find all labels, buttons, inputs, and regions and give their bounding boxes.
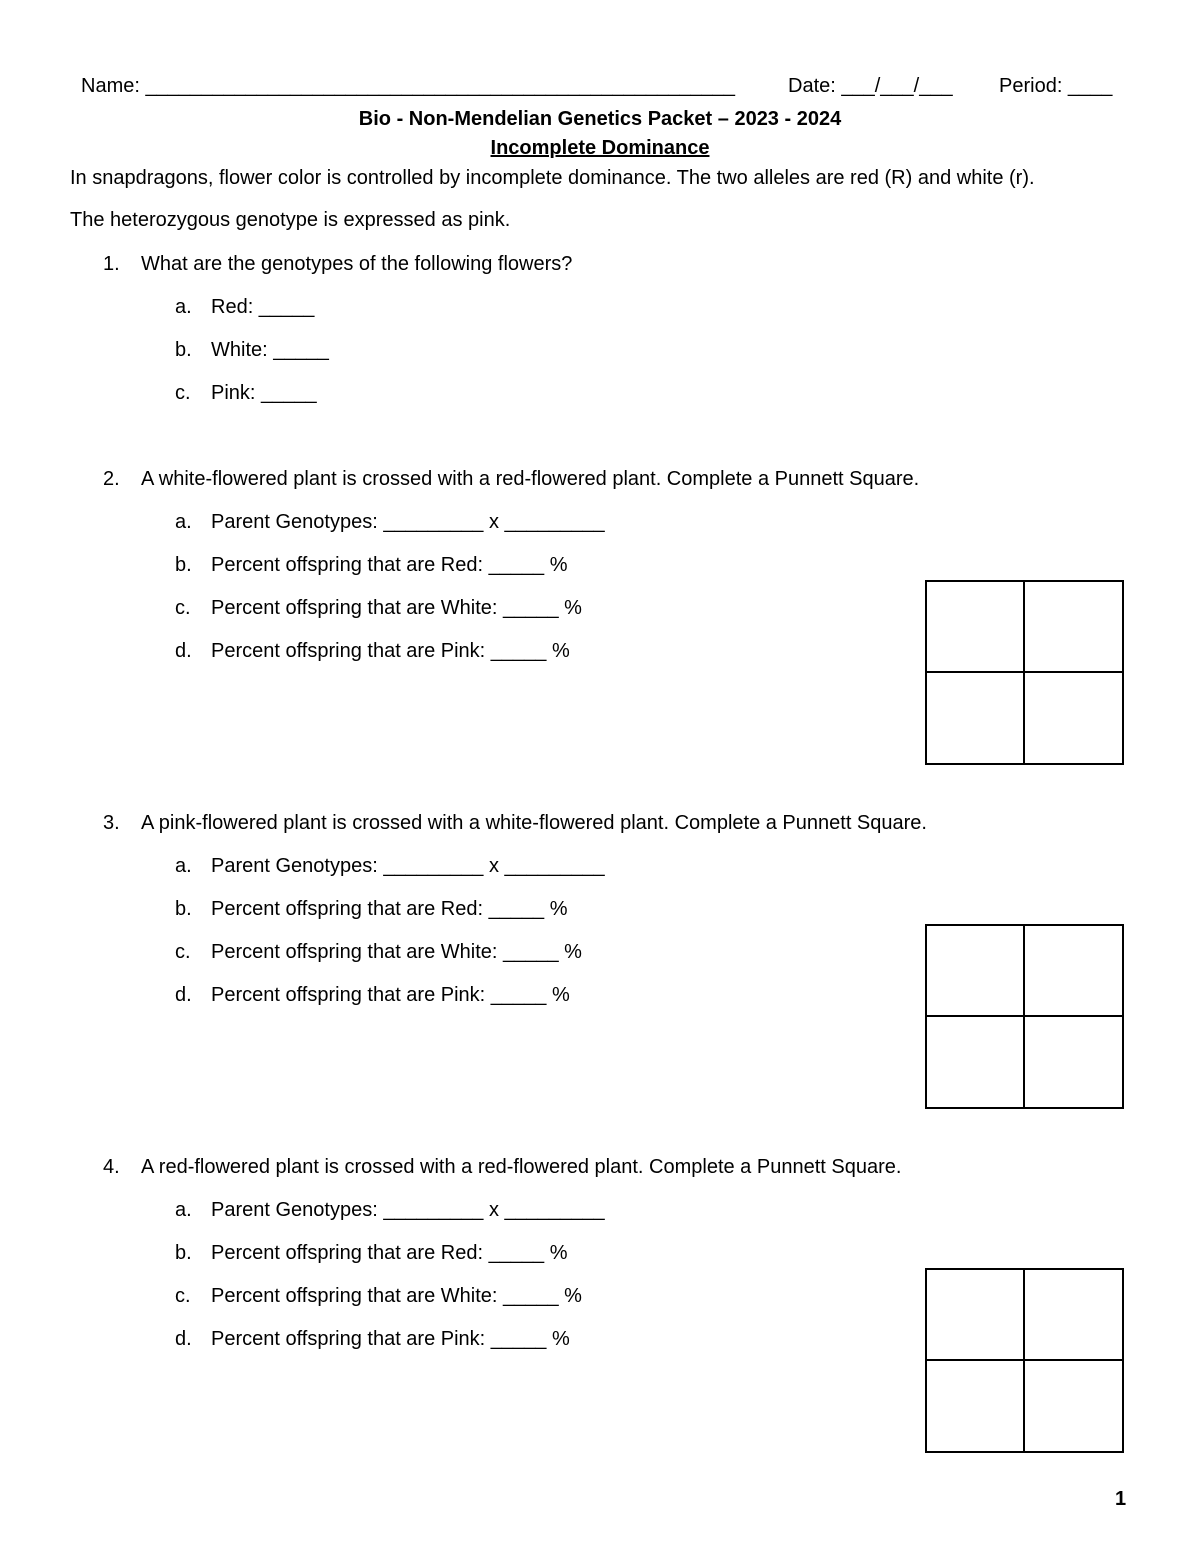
date-field[interactable]: Date: ___/___/___	[788, 75, 953, 97]
q4-item-a-letter: a.	[175, 1199, 192, 1221]
punnett-cell[interactable]	[927, 1361, 1025, 1452]
q1-item-a-letter: a.	[175, 296, 192, 318]
q4-item-a[interactable]: Parent Genotypes: _________ x _________	[211, 1199, 605, 1221]
question-4-number: 4.	[103, 1156, 120, 1178]
page-number: 1	[1115, 1488, 1127, 1510]
q3-item-b-letter: b.	[175, 898, 192, 920]
q1-item-b-letter: b.	[175, 339, 192, 361]
q4-item-d-letter: d.	[175, 1328, 192, 1350]
q3-item-d[interactable]: Percent offspring that are Pink: _____ %	[211, 984, 570, 1006]
q3-item-a[interactable]: Parent Genotypes: _________ x _________	[211, 855, 605, 877]
q2-item-d[interactable]: Percent offspring that are Pink: _____ %	[211, 640, 570, 662]
question-3-number: 3.	[103, 812, 120, 834]
punnett-cell[interactable]	[927, 1270, 1025, 1361]
punnett-square-q2[interactable]	[925, 580, 1124, 765]
question-2-number: 2.	[103, 468, 120, 490]
q1-item-c[interactable]: Pink: _____	[211, 382, 317, 404]
punnett-cell[interactable]	[927, 673, 1025, 764]
q3-item-b[interactable]: Percent offspring that are Red: _____ %	[211, 898, 568, 920]
q1-item-c-letter: c.	[175, 382, 191, 404]
punnett-square-q4[interactable]	[925, 1268, 1124, 1453]
q4-item-d[interactable]: Percent offspring that are Pink: _____ %	[211, 1328, 570, 1350]
q4-item-c-letter: c.	[175, 1285, 191, 1307]
q2-item-a-letter: a.	[175, 511, 192, 533]
period-field[interactable]: Period: ____	[999, 75, 1113, 97]
name-field[interactable]: Name: _____________________________________________________	[81, 75, 735, 97]
question-1-text: What are the genotypes of the following flowers?	[141, 253, 573, 275]
q2-item-b-letter: b.	[175, 554, 192, 576]
q1-item-b[interactable]: White: _____	[211, 339, 329, 361]
q3-item-c[interactable]: Percent offspring that are White: _____ %	[211, 941, 582, 963]
question-4-text: A red-flowered plant is crossed with a red-flowered plant. Complete a Punnett Square.	[141, 1156, 902, 1178]
question-2-text: A white-flowered plant is crossed with a red-flowered plant. Complete a Punnett Square.	[141, 468, 920, 490]
q1-item-a[interactable]: Red: _____	[211, 296, 315, 318]
q2-item-a[interactable]: Parent Genotypes: _________ x _________	[211, 511, 605, 533]
punnett-cell[interactable]	[1025, 1270, 1123, 1361]
q4-item-b[interactable]: Percent offspring that are Red: _____ %	[211, 1242, 568, 1264]
question-3-text: A pink-flowered plant is crossed with a white-flowered plant. Complete a Punnett Square.	[141, 812, 927, 834]
punnett-cell[interactable]	[927, 926, 1025, 1017]
punnett-cell[interactable]	[1025, 673, 1123, 764]
punnett-cell[interactable]	[927, 1017, 1025, 1108]
q3-item-a-letter: a.	[175, 855, 192, 877]
intro-line-1: In snapdragons, flower color is controlled by incomplete dominance. The two alleles are red (R) and white (r).	[70, 167, 1035, 189]
punnett-cell[interactable]	[1025, 1361, 1123, 1452]
page-title: Bio - Non-Mendelian Genetics Packet – 2023 - 2024	[358, 108, 842, 130]
section-subtitle: Incomplete Dominance	[490, 137, 710, 159]
q2-item-d-letter: d.	[175, 640, 192, 662]
punnett-cell[interactable]	[1025, 1017, 1123, 1108]
q3-item-c-letter: c.	[175, 941, 191, 963]
punnett-cell[interactable]	[927, 582, 1025, 673]
punnett-cell[interactable]	[1025, 926, 1123, 1017]
q3-item-d-letter: d.	[175, 984, 192, 1006]
question-1-number: 1.	[103, 253, 120, 275]
q4-item-c[interactable]: Percent offspring that are White: _____ %	[211, 1285, 582, 1307]
q4-item-b-letter: b.	[175, 1242, 192, 1264]
punnett-square-q3[interactable]	[925, 924, 1124, 1109]
intro-line-2: The heterozygous genotype is expressed as pink.	[70, 209, 511, 231]
q2-item-c-letter: c.	[175, 597, 191, 619]
q2-item-c[interactable]: Percent offspring that are White: _____ %	[211, 597, 582, 619]
q2-item-b[interactable]: Percent offspring that are Red: _____ %	[211, 554, 568, 576]
punnett-cell[interactable]	[1025, 582, 1123, 673]
